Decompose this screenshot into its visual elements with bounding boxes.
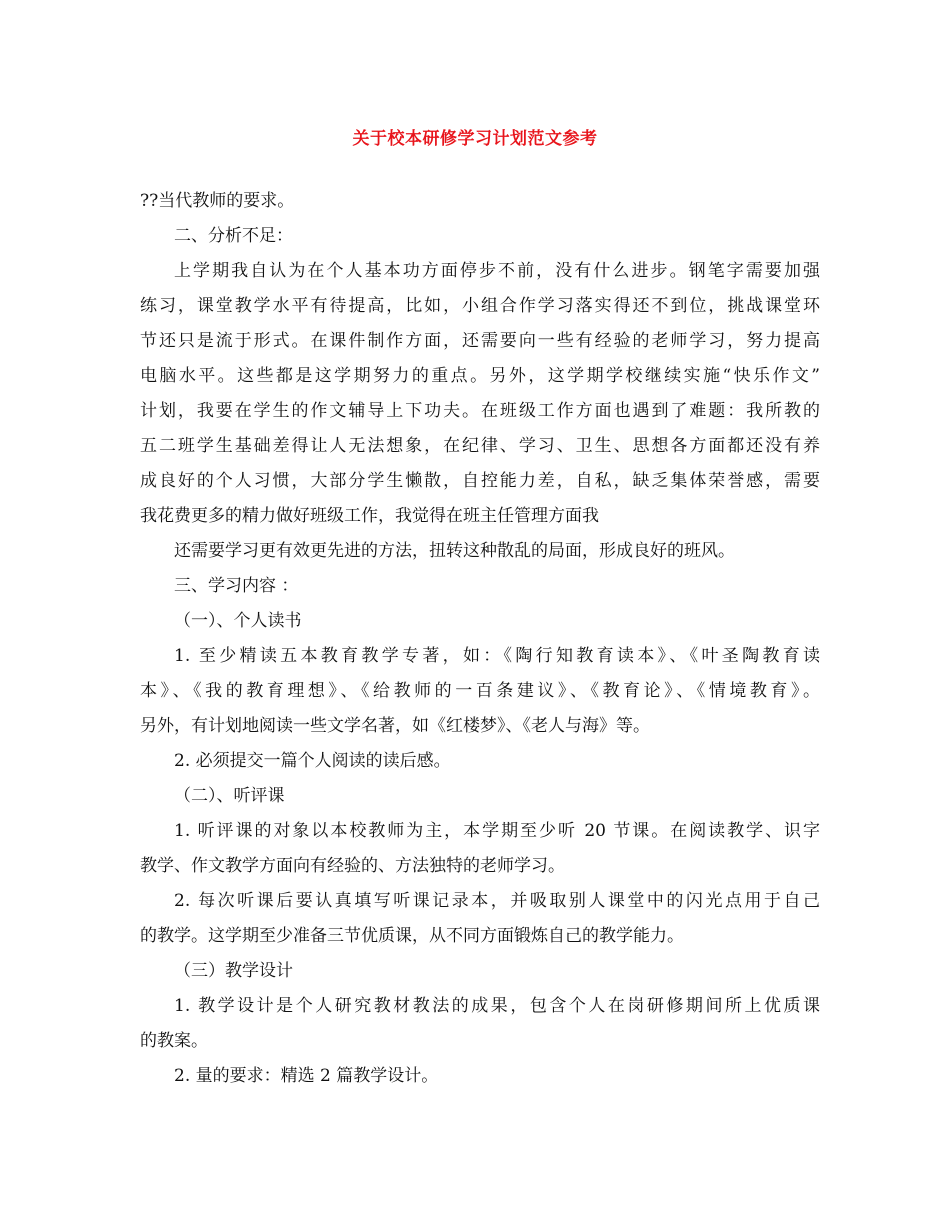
document-title: 关于校本研修学习计划范文参考	[352, 129, 598, 149]
paragraph-line: 五二班学生基础差得让人无法想象，在纪律、学习、卫生、思想各方面都还没有养	[140, 436, 820, 456]
paragraph-line: 还需要学习更有效更先进的方法，扭转这种散乱的局面，形成良好的班风。	[174, 541, 735, 561]
subsection-heading: （二）、听评课	[174, 786, 285, 806]
list-item-line: 1. 教学设计是个人研究教材教法的成果，包含个人在岗研修期间所上优质课	[174, 996, 820, 1016]
paragraph-line: 成良好的个人习惯，大部分学生懒散，自控能力差，自私，缺乏集体荣誉感，需要	[140, 471, 820, 491]
subsection-heading: （一）、个人读书	[174, 611, 302, 631]
section-heading: 二、分析不足：	[174, 226, 293, 246]
paragraph-line: 我花费更多的精力做好班级工作，我觉得在班主任管理方面我	[140, 506, 599, 526]
paragraph-line: 上学期我自认为在个人基本功方面停步不前，没有什么进步。钢笔字需要加强	[174, 261, 820, 281]
section-heading: 三、学习内容 ：	[174, 576, 299, 596]
list-item-line: 2. 必须提交一篇个人阅读的读后感。	[174, 751, 451, 771]
list-item-line: 1. 听评课的对象以本校教师为主，本学期至少听 20 节课。在阅读教学、识字	[174, 821, 820, 841]
list-item-line: 2. 每次听课后要认真填写听课记录本，并吸取别人课堂中的闪光点用于自己	[174, 891, 820, 911]
paragraph-line: 节还只是流于形式。在课件制作方面，还需要向一些有经验的老师学习，努力提高	[140, 331, 820, 351]
paragraph-line: 电脑水平。这些都是这学期努力的重点。另外，这学期学校继续实施“快乐作文”	[140, 366, 820, 386]
paragraph-line: 练习，课堂教学水平有待提高，比如，小组合作学习落实得还不到位，挑战课堂环	[140, 296, 820, 316]
paragraph-line: 计划，我要在学生的作文辅导上下功夫。在班级工作方面也遇到了难题：我所教的	[140, 401, 820, 421]
list-item-line: 本》、《我的教育理想》、《给教师的一百条建议》、《教育论》、《情境教育》。	[140, 681, 820, 701]
list-item-line: 的教案。	[140, 1031, 208, 1051]
list-item-line: 1. 至少精读五本教育教学专著，如：《陶行知教育读本》、《叶圣陶教育读	[174, 646, 820, 666]
text-line: ??当代教师的要求。	[140, 191, 295, 211]
list-item-line: 另外，有计划地阅读一些文学名著，如《红楼梦》、《老人与海》等。	[140, 716, 650, 736]
document-body	[140, 184, 820, 1094]
list-item-line: 2. 量的要求：精选 2 篇教学设计。	[174, 1066, 439, 1086]
list-item-line: 的教学。这学期至少准备三节优质课，从不同方面锻炼自己的教学能力。	[140, 926, 684, 946]
list-item-line: 教学、作文教学方面向有经验的、方法独特的老师学习。	[140, 856, 565, 876]
subsection-heading: （三）教学设计	[174, 961, 293, 981]
